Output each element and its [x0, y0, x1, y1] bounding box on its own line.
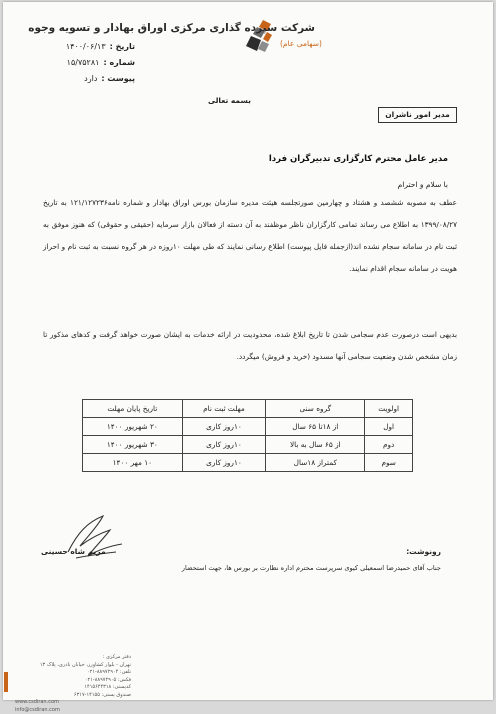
cell-end-date: ۱۰ مهر ۱۴۰۰: [83, 454, 183, 472]
footer-website: www.csdiran.com: [15, 699, 131, 707]
letter-page: [3, 2, 493, 700]
signature-icon: [58, 512, 128, 564]
footer-address: تهران - بلوار کشاورز، خیابان نادری، پلاک ۱۳: [15, 662, 131, 670]
cell-age-group: از ۶۵ سال به بالا: [266, 436, 365, 454]
table-row: [83, 454, 413, 472]
recipient-box: مدیر امور ناشران: [378, 107, 457, 123]
header-end-date: تاریخ پایان مهلت: [83, 400, 183, 418]
cell-age-group: کمتراز ۱۸سال: [266, 454, 365, 472]
cell-priority: اول: [365, 418, 413, 436]
header-priority: اولویت: [365, 400, 413, 418]
footer-phone: تلفن: ۸۸۹۷۲۹۰۴-۰۲۱: [15, 669, 131, 677]
attachment-line: [25, 74, 135, 83]
signature-name: مریم شاه حسینی: [41, 547, 106, 556]
footer-fax: فکس: ۸۸۹۷۲۹۰۵-۰۲۱: [15, 677, 131, 685]
brand-edge-mark: [4, 672, 8, 692]
footer-postal: کدپستی: ۱۴۱۵۶۴۴۳۱۸: [15, 684, 131, 692]
footer-office-label: دفتر مرکزی :: [15, 654, 131, 662]
cell-deadline: ۱۰روز کاری: [182, 454, 266, 472]
number-value: ۱۵/۷۵۲۸۱: [67, 58, 100, 67]
table-row: [83, 418, 413, 436]
table-row: [83, 436, 413, 454]
header-age-group: گروه سنی: [266, 400, 365, 418]
body-paragraph-2: بدیهی است درصورت عدم سجامی شدن تا تاریخ ابلاغ شده، محدودیت در ارائه خدمات به ایشان صورت خواهد گرفت و کدهای مذکور تا زمان مشخص شدن وضعیت سجامی آنها مسدود (خرید و فروش) میگردد.: [43, 324, 457, 368]
cell-priority: دوم: [365, 436, 413, 454]
date-label: تاریخ :: [110, 42, 135, 51]
body-paragraph-1: عطف به مصوبه ششصد و هشتاد و چهارمین صورتجلسه هیئت مدیره سازمان بورس اوراق بهادار و شماره نامه۱۲۱/۱۲۷۲۳۶ به تاریخ ۱۳۹۹/۰۸/۲۷ به اطلاع می رساند تمامی کارگزاران ناظر موظفند به آن دسته از فعالان بازار سرمایه (حقیقی و حقوقی) که هنوز موفق به ثبت نام در سامانه سجام نشده اند(ازجمله فایل پیوست) اطلاع رسانی نمایند که طی مهلت ۱۰روزه در هر گروه نسبت به ثبت نام و احراز هویت در سامانه سجام اقدام نمایند.: [43, 192, 457, 280]
cell-deadline: ۱۰روز کاری: [182, 418, 266, 436]
number-label: شماره :: [103, 58, 135, 67]
table-header-row: [83, 400, 413, 418]
number-line: [25, 58, 135, 67]
bismillah: بسمه تعالی: [208, 96, 251, 105]
header-deadline: مهلت ثبت نام: [182, 400, 266, 418]
deadline-table: [82, 399, 413, 472]
greeting: با سلام و احترام: [398, 180, 448, 189]
attachment-value: دارد: [84, 74, 97, 83]
date-value: ۱۴۰۰/۰۶/۱۳: [66, 42, 106, 51]
attachment-label: پیوست :: [101, 74, 135, 83]
cc-title: رونوشت:: [406, 547, 441, 556]
date-line: [25, 42, 135, 51]
company-name: شرکت سپرده گذاری مرکزی اوراق بهادار و تسویه وجوه: [120, 22, 315, 34]
footer-email: info@csdiran.com: [15, 707, 131, 714]
footer-pobox: صندوق پستی: ۱۴۱۵۵-۶۳۱۷: [15, 692, 131, 700]
cell-priority: سوم: [365, 454, 413, 472]
cc-recipient: جناب آقای حمیدرضا اسمعیلی کیوی سرپرست محترم اداره نظارت بر بورس ها، جهت استحضار: [182, 564, 441, 572]
cell-end-date: ۳۰ شهریور ۱۴۰۰: [83, 436, 183, 454]
cell-age-group: از ۱۸تا ۶۵ سال: [266, 418, 365, 436]
cell-deadline: ۱۰روز کاری: [182, 436, 266, 454]
addressee: مدیر عامل محترم کارگزاری تدبیرگران فردا: [269, 154, 448, 164]
footer-contact: [15, 654, 131, 714]
company-type: (سهامی عام): [280, 39, 322, 48]
cell-end-date: ۲۰ شهریور ۱۴۰۰: [83, 418, 183, 436]
